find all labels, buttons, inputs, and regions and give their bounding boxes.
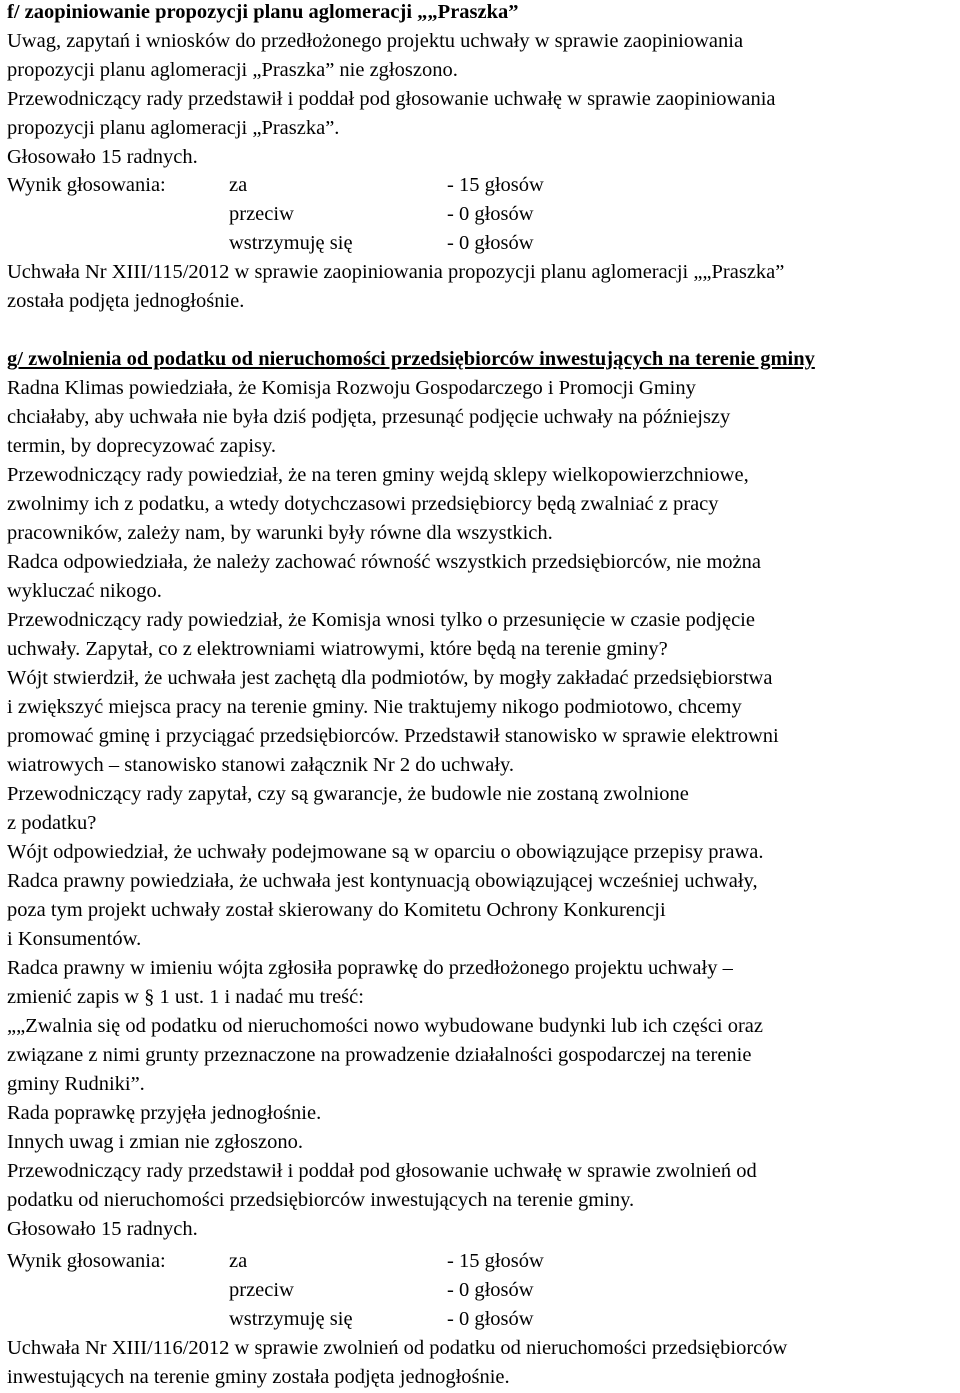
section-g-line: wykluczać nikogo. bbox=[7, 580, 162, 602]
section-g-line: Radca prawny powiedziała, że uchwała jest kontynuacją obowiązującej wcześniej uchwały, bbox=[7, 870, 758, 892]
section-g-line: uchwały. Zapytał, co z elektrowniami wiatrowymi, które będą na terenie gminy? bbox=[7, 638, 668, 660]
section-g-line: Przewodniczący rady przedstawił i poddał pod głosowanie uchwałę w sprawie zwolnień od bbox=[7, 1160, 757, 1182]
section-g-line: Rada poprawkę przyjęła jednogłośnie. bbox=[7, 1102, 322, 1124]
section-g-line: Wójt stwierdził, że uchwała jest zachętą dla podmiotów, by mogły zakładać przedsiębiorstwa bbox=[7, 667, 773, 689]
vote-result: - 0 głosów bbox=[447, 232, 534, 254]
section-g-line: wiatrowych – stanowisko stanowi załącznik Nr 2 do uchwały. bbox=[7, 754, 515, 776]
section-g-line: pracowników, zależy nam, by warunki były równe dla wszystkich. bbox=[7, 522, 553, 544]
vote-option: za bbox=[229, 1250, 248, 1272]
vote-label: Wynik głosowania: bbox=[7, 1250, 166, 1272]
section-f-line: Przewodniczący rady przedstawił i poddał pod głosowanie uchwałę w sprawie zaopiniowania bbox=[7, 88, 776, 110]
section-f-line: Głosowało 15 radnych. bbox=[7, 146, 198, 168]
section-g-line: termin, by doprecyzować zapisy. bbox=[7, 435, 277, 457]
vote-result: - 0 głosów bbox=[447, 203, 534, 225]
section-g-line: związane z nimi grunty przeznaczone na prowadzenie działalności gospodarczej na terenie bbox=[7, 1044, 752, 1066]
section-g-line: Radca prawny w imieniu wójta zgłosiła poprawkę do przedłożonego projektu uchwały – bbox=[7, 957, 733, 979]
vote-row bbox=[0, 1276, 960, 1305]
section-g-line: Innych uwag i zmian nie zgłoszono. bbox=[7, 1131, 304, 1153]
section-g-line: „„Zwalnia się od podatku od nieruchomości nowo wybudowane budynki lub ich części oraz bbox=[7, 1015, 764, 1037]
section-g-line: poza tym projekt uchwały został skierowany do Komitetu Ochrony Konkurencji bbox=[7, 899, 666, 921]
section-f-line: Uwag, zapytań i wniosków do przedłożonego projektu uchwały w sprawie zaopiniowania bbox=[7, 30, 744, 52]
vote-option: wstrzymuję się bbox=[229, 1308, 353, 1330]
resolution-line: została podjęta jednogłośnie. bbox=[7, 290, 245, 312]
vote-option: przeciw bbox=[229, 203, 294, 225]
section-g-line: i Konsumentów. bbox=[7, 928, 142, 950]
vote-row bbox=[0, 1305, 960, 1334]
section-g-line: Głosowało 15 radnych. bbox=[7, 1218, 198, 1240]
vote-row bbox=[0, 200, 960, 229]
section-g-line: Przewodniczący rady powiedział, że Komisja wnosi tylko o przesunięcie w czasie podjęcie bbox=[7, 609, 755, 631]
section-g-line: promować gminę i przyciągać przedsiębiorców. Przedstawił stanowisko w sprawie elektrowni bbox=[7, 725, 779, 747]
section-g-line: Przewodniczący rady powiedział, że na teren gminy wejdą sklepy wielkopowierzchniowe, bbox=[7, 464, 749, 486]
section-f-heading: f/ zaopiniowanie propozycji planu aglomeracji „„Praszka” bbox=[7, 1, 519, 23]
section-g-line: i zwiększyć miejsca pracy na terenie gminy. Nie traktujemy nikogo podmiotowo, chcemy bbox=[7, 696, 742, 718]
resolution-line: Uchwała Nr XIII/116/2012 w sprawie zwolnień od podatku od nieruchomości przedsiębiorców bbox=[7, 1337, 788, 1359]
section-g-line: Przewodniczący rady zapytał, czy są gwarancje, że budowle nie zostaną zwolnione bbox=[7, 783, 689, 805]
vote-row bbox=[0, 1247, 960, 1276]
section-g-line: chciałaby, aby uchwała nie była dziś podjęta, przesunąć podjęcie uchwały na późniejszy bbox=[7, 406, 731, 428]
section-g-line: zmienić zapis w § 1 ust. 1 i nadać mu treść: bbox=[7, 986, 364, 1008]
section-g-line: zwolnimy ich z podatku, a wtedy dotychczasowi przedsiębiorcy będą zwalniać z pracy bbox=[7, 493, 719, 515]
vote-result: - 0 głosów bbox=[447, 1279, 534, 1301]
section-g-line: gminy Rudniki”. bbox=[7, 1073, 145, 1095]
resolution-line: Uchwała Nr XIII/115/2012 w sprawie zaopiniowania propozycji planu aglomeracji „„Praszka” bbox=[7, 261, 785, 283]
vote-result: - 0 głosów bbox=[447, 1308, 534, 1330]
vote-option: za bbox=[229, 174, 248, 196]
resolution-line: inwestujących na terenie gminy została podjęta jednogłośnie. bbox=[7, 1366, 510, 1388]
vote-option: przeciw bbox=[229, 1279, 294, 1301]
section-f-line: propozycji planu aglomeracji „Praszka”. bbox=[7, 117, 340, 139]
vote-label: Wynik głosowania: bbox=[7, 174, 166, 196]
vote-row bbox=[0, 229, 960, 258]
vote-option: wstrzymuję się bbox=[229, 232, 353, 254]
section-g-line: Radca odpowiedziała, że należy zachować równość wszystkich przedsiębiorców, nie można bbox=[7, 551, 762, 573]
section-g-line: z podatku? bbox=[7, 812, 97, 834]
section-g-line: podatku od nieruchomości przedsiębiorców inwestujących na terenie gminy. bbox=[7, 1189, 635, 1211]
vote-row bbox=[0, 171, 960, 200]
section-g-line: Radna Klimas powiedziała, że Komisja Rozwoju Gospodarczego i Promocji Gminy bbox=[7, 377, 696, 399]
section-g-heading: g/ zwolnienia od podatku od nieruchomości przedsiębiorców inwestujących na terenie gminy bbox=[7, 348, 815, 370]
vote-result: - 15 głosów bbox=[447, 174, 544, 196]
section-f-line: propozycji planu aglomeracji „Praszka” nie zgłoszono. bbox=[7, 59, 458, 81]
section-g-line: Wójt odpowiedział, że uchwały podejmowane są w oparciu o obowiązujące przepisy prawa. bbox=[7, 841, 764, 863]
vote-result: - 15 głosów bbox=[447, 1250, 544, 1272]
